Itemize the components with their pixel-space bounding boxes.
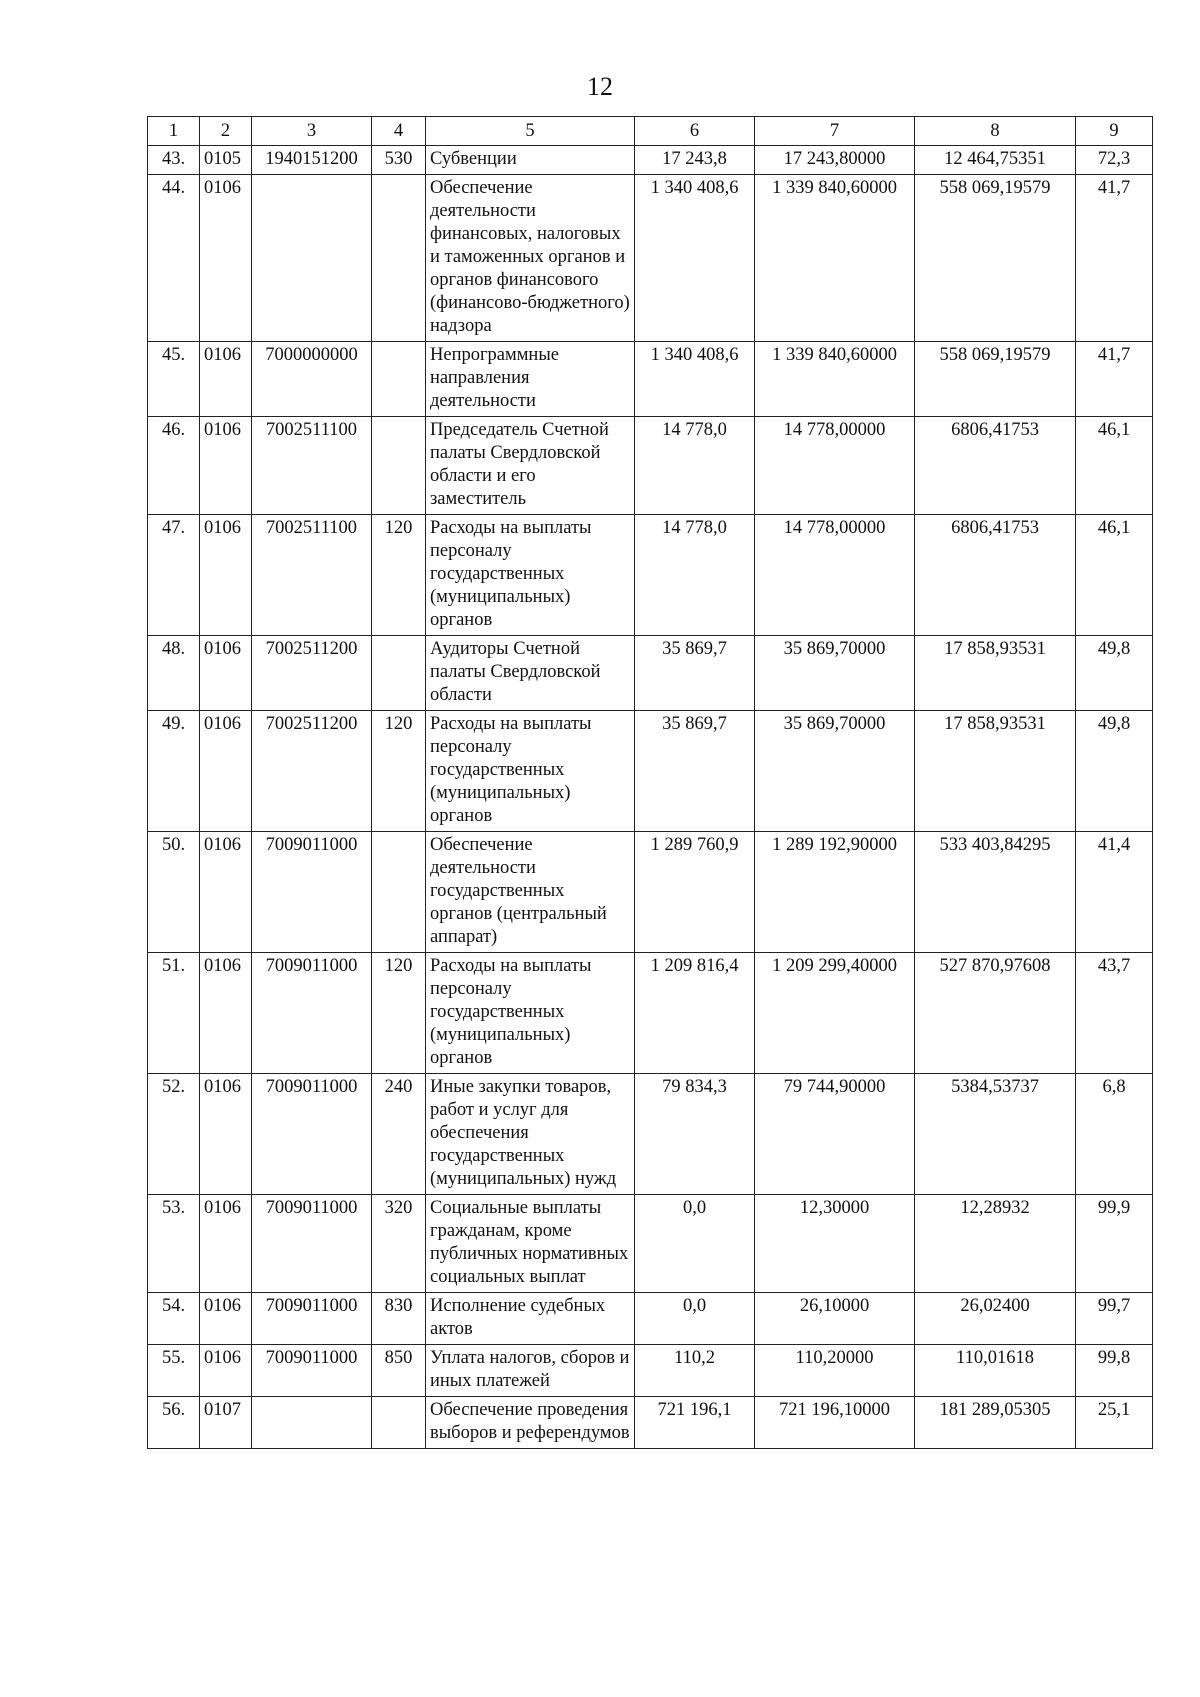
table-row <box>148 146 1153 175</box>
column-header: 5 <box>426 117 635 146</box>
table-row <box>148 1397 1153 1449</box>
section-code-cell: 0107 <box>200 1397 252 1449</box>
execution-percent-cell: 72,3 <box>1076 146 1153 175</box>
expense-type-code-cell <box>372 342 426 417</box>
item-name-cell: Непрограммные направления деятельности <box>426 342 635 417</box>
row-number-cell: 51. <box>148 953 200 1074</box>
executed-amount-cell: 558 069,19579 <box>915 175 1076 342</box>
execution-percent-cell: 41,7 <box>1076 342 1153 417</box>
expense-type-code-cell: 530 <box>372 146 426 175</box>
executed-amount-cell: 533 403,84295 <box>915 832 1076 953</box>
executed-amount-cell: 181 289,05305 <box>915 1397 1076 1449</box>
table-row <box>148 832 1153 953</box>
item-name-cell: Субвенции <box>426 146 635 175</box>
section-code-cell: 0106 <box>200 1293 252 1345</box>
execution-percent-cell: 99,8 <box>1076 1345 1153 1397</box>
column-header: 4 <box>372 117 426 146</box>
section-code-cell: 0106 <box>200 1345 252 1397</box>
execution-percent-cell: 49,8 <box>1076 636 1153 711</box>
table-row <box>148 515 1153 636</box>
expense-type-code-cell: 240 <box>372 1074 426 1195</box>
page-number: 12 <box>587 72 613 101</box>
table-row <box>148 1345 1153 1397</box>
executed-amount-cell: 12,28932 <box>915 1195 1076 1293</box>
execution-percent-cell: 25,1 <box>1076 1397 1153 1449</box>
approved-amount-cell: 14 778,0 <box>635 515 755 636</box>
budget-list-amount-cell: 14 778,00000 <box>755 417 915 515</box>
budget-list-amount-cell: 35 869,70000 <box>755 636 915 711</box>
target-article-code-cell: 7002511100 <box>252 417 372 515</box>
budget-list-amount-cell: 79 744,90000 <box>755 1074 915 1195</box>
item-name-cell: Обеспечение деятельности государственных органов (центральный аппарат) <box>426 832 635 953</box>
row-number-cell: 43. <box>148 146 200 175</box>
column-header: 7 <box>755 117 915 146</box>
approved-amount-cell: 110,2 <box>635 1345 755 1397</box>
expense-type-code-cell <box>372 1397 426 1449</box>
row-number-cell: 45. <box>148 342 200 417</box>
item-name-cell: Расходы на выплаты персоналу государственных (муниципальных) органов <box>426 953 635 1074</box>
target-article-code-cell <box>252 175 372 342</box>
column-header: 8 <box>915 117 1076 146</box>
item-name-cell: Иные закупки товаров, работ и услуг для обеспечения государственных (муниципальных) нужд <box>426 1074 635 1195</box>
budget-list-amount-cell: 35 869,70000 <box>755 711 915 832</box>
row-number-cell: 56. <box>148 1397 200 1449</box>
approved-amount-cell: 1 340 408,6 <box>635 175 755 342</box>
section-code-cell: 0106 <box>200 417 252 515</box>
row-number-cell: 50. <box>148 832 200 953</box>
execution-percent-cell: 46,1 <box>1076 515 1153 636</box>
target-article-code-cell: 7009011000 <box>252 1074 372 1195</box>
expense-type-code-cell <box>372 636 426 711</box>
row-number-cell: 52. <box>148 1074 200 1195</box>
item-name-cell: Расходы на выплаты персоналу государственных (муниципальных) органов <box>426 711 635 832</box>
executed-amount-cell: 17 858,93531 <box>915 636 1076 711</box>
expense-type-code-cell: 830 <box>372 1293 426 1345</box>
column-header: 3 <box>252 117 372 146</box>
approved-amount-cell: 35 869,7 <box>635 711 755 832</box>
row-number-cell: 54. <box>148 1293 200 1345</box>
table-row <box>148 342 1153 417</box>
section-code-cell: 0106 <box>200 711 252 832</box>
executed-amount-cell: 558 069,19579 <box>915 342 1076 417</box>
executed-amount-cell: 6806,41753 <box>915 515 1076 636</box>
section-code-cell: 0106 <box>200 832 252 953</box>
approved-amount-cell: 1 340 408,6 <box>635 342 755 417</box>
target-article-code-cell: 7000000000 <box>252 342 372 417</box>
execution-percent-cell: 49,8 <box>1076 711 1153 832</box>
target-article-code-cell: 7009011000 <box>252 1345 372 1397</box>
section-code-cell: 0106 <box>200 342 252 417</box>
target-article-code-cell: 7009011000 <box>252 1195 372 1293</box>
item-name-cell: Расходы на выплаты персоналу государственных (муниципальных) органов <box>426 515 635 636</box>
item-name-cell: Председатель Счетной палаты Свердловской области и его заместитель <box>426 417 635 515</box>
execution-percent-cell: 46,1 <box>1076 417 1153 515</box>
executed-amount-cell: 527 870,97608 <box>915 953 1076 1074</box>
budget-list-amount-cell: 721 196,10000 <box>755 1397 915 1449</box>
expense-type-code-cell: 850 <box>372 1345 426 1397</box>
budget-list-amount-cell: 110,20000 <box>755 1345 915 1397</box>
row-number-cell: 47. <box>148 515 200 636</box>
approved-amount-cell: 0,0 <box>635 1195 755 1293</box>
approved-amount-cell: 1 289 760,9 <box>635 832 755 953</box>
executed-amount-cell: 6806,41753 <box>915 417 1076 515</box>
table-row <box>148 636 1153 711</box>
budget-list-amount-cell: 14 778,00000 <box>755 515 915 636</box>
executed-amount-cell: 110,01618 <box>915 1345 1076 1397</box>
executed-amount-cell: 17 858,93531 <box>915 711 1076 832</box>
table-row <box>148 1195 1153 1293</box>
column-header: 6 <box>635 117 755 146</box>
executed-amount-cell: 5384,53737 <box>915 1074 1076 1195</box>
item-name-cell: Уплата налогов, сборов и иных платежей <box>426 1345 635 1397</box>
target-article-code-cell: 7002511200 <box>252 636 372 711</box>
execution-percent-cell: 99,9 <box>1076 1195 1153 1293</box>
approved-amount-cell: 0,0 <box>635 1293 755 1345</box>
row-number-cell: 46. <box>148 417 200 515</box>
table-body <box>148 146 1153 1449</box>
target-article-code-cell: 7009011000 <box>252 953 372 1074</box>
row-number-cell: 55. <box>148 1345 200 1397</box>
section-code-cell: 0106 <box>200 1074 252 1195</box>
table-row <box>148 175 1153 342</box>
target-article-code-cell: 1940151200 <box>252 146 372 175</box>
item-name-cell: Обеспечение проведения выборов и референдумов <box>426 1397 635 1449</box>
execution-percent-cell: 41,4 <box>1076 832 1153 953</box>
header-row <box>148 117 1153 146</box>
item-name-cell: Исполнение судебных актов <box>426 1293 635 1345</box>
expense-type-code-cell: 120 <box>372 711 426 832</box>
execution-percent-cell: 41,7 <box>1076 175 1153 342</box>
execution-percent-cell: 6,8 <box>1076 1074 1153 1195</box>
target-article-code-cell: 7009011000 <box>252 1293 372 1345</box>
approved-amount-cell: 17 243,8 <box>635 146 755 175</box>
item-name-cell: Аудиторы Счетной палаты Свердловской области <box>426 636 635 711</box>
row-number-cell: 53. <box>148 1195 200 1293</box>
section-code-cell: 0106 <box>200 636 252 711</box>
expense-type-code-cell: 320 <box>372 1195 426 1293</box>
item-name-cell: Обеспечение деятельности финансовых, налоговых и таможенных органов и органов финансового (финансово-бюджетного) надзора <box>426 175 635 342</box>
table-row <box>148 1074 1153 1195</box>
budget-list-amount-cell: 1 339 840,60000 <box>755 342 915 417</box>
table-header <box>148 117 1153 146</box>
row-number-cell: 49. <box>148 711 200 832</box>
approved-amount-cell: 79 834,3 <box>635 1074 755 1195</box>
budget-table <box>147 116 1153 1449</box>
section-code-cell: 0106 <box>200 515 252 636</box>
column-header: 1 <box>148 117 200 146</box>
row-number-cell: 44. <box>148 175 200 342</box>
target-article-code-cell: 7002511100 <box>252 515 372 636</box>
table-row <box>148 417 1153 515</box>
target-article-code-cell: 7002511200 <box>252 711 372 832</box>
expense-type-code-cell <box>372 832 426 953</box>
column-header: 2 <box>200 117 252 146</box>
section-code-cell: 0106 <box>200 1195 252 1293</box>
budget-list-amount-cell: 17 243,80000 <box>755 146 915 175</box>
target-article-code-cell <box>252 1397 372 1449</box>
budget-list-amount-cell: 12,30000 <box>755 1195 915 1293</box>
executed-amount-cell: 26,02400 <box>915 1293 1076 1345</box>
approved-amount-cell: 1 209 816,4 <box>635 953 755 1074</box>
table-row <box>148 711 1153 832</box>
execution-percent-cell: 43,7 <box>1076 953 1153 1074</box>
section-code-cell: 0106 <box>200 953 252 1074</box>
executed-amount-cell: 12 464,75351 <box>915 146 1076 175</box>
expense-type-code-cell: 120 <box>372 515 426 636</box>
expense-type-code-cell <box>372 417 426 515</box>
budget-list-amount-cell: 1 209 299,40000 <box>755 953 915 1074</box>
approved-amount-cell: 721 196,1 <box>635 1397 755 1449</box>
target-article-code-cell: 7009011000 <box>252 832 372 953</box>
execution-percent-cell: 99,7 <box>1076 1293 1153 1345</box>
column-header: 9 <box>1076 117 1153 146</box>
expense-type-code-cell: 120 <box>372 953 426 1074</box>
expense-type-code-cell <box>372 175 426 342</box>
budget-list-amount-cell: 1 339 840,60000 <box>755 175 915 342</box>
budget-list-amount-cell: 26,10000 <box>755 1293 915 1345</box>
approved-amount-cell: 35 869,7 <box>635 636 755 711</box>
section-code-cell: 0106 <box>200 175 252 342</box>
section-code-cell: 0105 <box>200 146 252 175</box>
table-row <box>148 953 1153 1074</box>
budget-list-amount-cell: 1 289 192,90000 <box>755 832 915 953</box>
table-row <box>148 1293 1153 1345</box>
approved-amount-cell: 14 778,0 <box>635 417 755 515</box>
row-number-cell: 48. <box>148 636 200 711</box>
item-name-cell: Социальные выплаты гражданам, кроме публичных нормативных социальных выплат <box>426 1195 635 1293</box>
